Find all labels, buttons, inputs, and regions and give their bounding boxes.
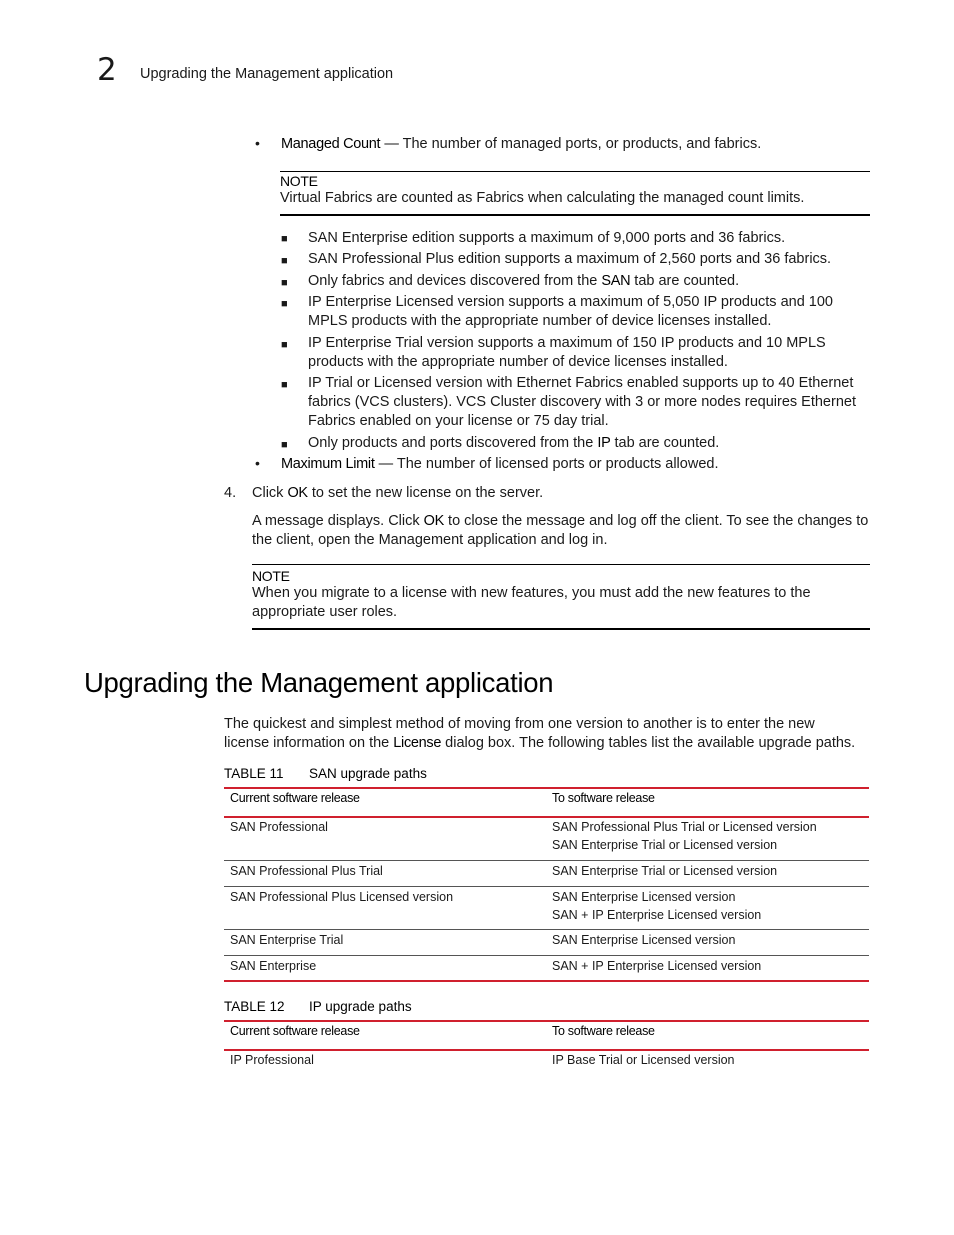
list-item: SAN Enterprise edition supports a maximum of 9,000 ports and 36 fabrics. — [308, 230, 786, 246]
section-intro — [224, 715, 855, 753]
managed-count-separator: — — [380, 136, 403, 152]
list-item-line: MPLS products with the appropriate number of device licenses installed. — [308, 313, 772, 329]
section-intro-post: dialog box. The following tables list the available upgrade paths. — [441, 735, 856, 751]
table-cell: SAN Professional Plus Licensed version — [230, 890, 454, 904]
note-text-line: When you migrate to a license with new features, you must add the new features to the — [252, 585, 811, 601]
san-tab-term: SAN — [601, 273, 631, 289]
square-bullet-icon: ■ — [281, 233, 288, 245]
section-intro-line — [224, 734, 855, 753]
table-title: IP upgrade paths — [309, 999, 412, 1014]
step-paragraph-line — [252, 512, 868, 531]
step-text — [252, 484, 543, 503]
san-upgrade-table — [224, 787, 869, 983]
ok-term: OK — [287, 485, 308, 501]
table-title: SAN upgrade paths — [309, 766, 427, 781]
list-item-text: Only fabrics and devices discovered from the — [308, 273, 602, 289]
note-box — [280, 171, 870, 216]
note-label: NOTE — [252, 568, 290, 584]
note-text — [252, 584, 811, 622]
list-item-text: tab are counted. — [630, 273, 740, 289]
table-cell: SAN + IP Enterprise Licensed version — [552, 959, 762, 973]
table-cell: SAN Enterprise Licensed version — [552, 890, 736, 904]
square-bullet-icon: ■ — [281, 298, 288, 310]
table-cell: SAN Enterprise — [230, 959, 317, 973]
list-item-text: Only products and ports discovered from the — [308, 435, 598, 451]
step-paragraph-line: the client, open the Management application and log in. — [252, 532, 608, 548]
step-paragraph — [252, 512, 868, 550]
square-bullet-icon: ■ — [281, 339, 288, 351]
chapter-number: 2 — [97, 52, 117, 88]
maximum-limit-separator: — — [374, 456, 397, 472]
table-label: TABLE 12 — [224, 999, 285, 1014]
square-bullet-icon: ■ — [281, 379, 288, 391]
list-item-line: fabrics (VCS clusters). VCS Cluster discovery with 3 or more nodes requires Ethernet — [308, 394, 856, 410]
square-bullet-icon: ■ — [281, 277, 288, 289]
step-paragraph-pre: A message displays. Click — [252, 513, 424, 529]
maximum-limit-description: The number of licensed ports or products allowed. — [396, 456, 719, 472]
ip-tab-term: IP — [597, 435, 611, 451]
note-label: NOTE — [280, 173, 318, 189]
note-text: Virtual Fabrics are counted as Fabrics when calculating the managed count limits. — [280, 190, 805, 206]
list-item — [308, 334, 826, 372]
list-item: SAN Professional Plus edition supports a maximum of 2,560 ports and 36 fabrics. — [308, 251, 832, 267]
column-header: Current software release — [230, 791, 360, 805]
column-header: Current software release — [230, 1024, 360, 1038]
list-item-text: tab are counted. — [610, 435, 720, 451]
section-intro-pre: license information on the — [224, 735, 394, 751]
section-intro-line: The quickest and simplest method of moving from one version to another is to enter the new — [224, 716, 815, 732]
list-item-line: IP Trial or Licensed version with Ethernet Fabrics enabled supports up to 40 Ethernet — [308, 375, 854, 391]
running-header: Upgrading the Management application — [140, 66, 394, 82]
maximum-limit-item — [281, 455, 718, 474]
list-item — [308, 293, 833, 331]
square-bullet-icon: ■ — [281, 439, 288, 451]
managed-count-description: The number of managed ports, or products, and fabrics. — [402, 136, 762, 152]
section-heading: Upgrading the Management application — [84, 667, 554, 698]
table-cell: SAN + IP Enterprise Licensed version — [552, 908, 762, 922]
list-item-line: IP Enterprise Trial version supports a maximum of 150 IP products and 10 MPLS — [308, 335, 826, 351]
list-item-line: IP Enterprise Licensed version supports a maximum of 5,050 IP products and 100 — [308, 294, 833, 310]
column-header: To software release — [552, 1024, 655, 1038]
table-cell: IP Base Trial or Licensed version — [552, 1053, 735, 1067]
note-box — [252, 564, 870, 630]
step-text-pre: Click — [252, 485, 288, 501]
license-dialog-term: License — [393, 735, 442, 751]
list-item — [308, 434, 719, 453]
note-text-line: appropriate user roles. — [252, 604, 398, 620]
table-cell: SAN Professional Plus Trial or Licensed version — [552, 820, 817, 834]
managed-count-item — [281, 135, 761, 154]
column-header: To software release — [552, 791, 655, 805]
table-cell: SAN Enterprise Trial — [230, 933, 344, 947]
table-cell: IP Professional — [230, 1053, 314, 1067]
table-cell: SAN Enterprise Licensed version — [552, 933, 736, 947]
list-item-line: Fabrics enabled on your license or 75 day trial. — [308, 413, 609, 429]
list-item — [308, 272, 739, 291]
bullet-dot: • — [255, 135, 260, 151]
ok-term: OK — [423, 513, 445, 529]
table-cell: SAN Enterprise Trial or Licensed version — [552, 838, 778, 852]
maximum-limit-term: Maximum Limit — [281, 456, 375, 472]
step-text-post: to set the new license on the server. — [307, 485, 544, 501]
table-cell: SAN Enterprise Trial or Licensed version — [552, 864, 778, 878]
list-item — [308, 374, 856, 431]
managed-count-term: Managed Count — [281, 136, 381, 152]
square-bullet-icon: ■ — [281, 255, 288, 267]
ip-upgrade-table — [224, 1020, 869, 1080]
step-number: 4. — [224, 485, 237, 501]
bullet-dot: • — [255, 455, 260, 471]
table-label: TABLE 11 — [224, 766, 284, 781]
table-cell: SAN Professional Plus Trial — [230, 864, 383, 878]
table-cell: SAN Professional — [230, 820, 328, 834]
list-item-line: products with the appropriate number of device licenses installed. — [308, 354, 728, 370]
step-paragraph-post: to close the message and log off the client. To see the changes to — [444, 513, 869, 529]
